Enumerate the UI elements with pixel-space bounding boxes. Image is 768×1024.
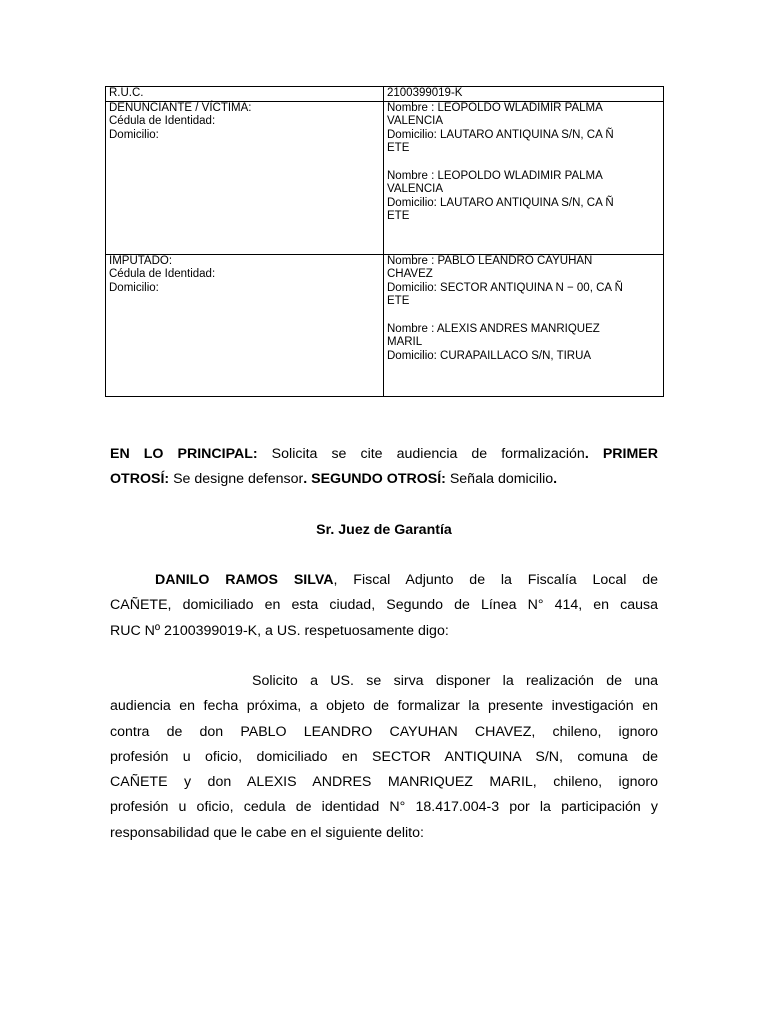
request-line-4: profesión u oficio, domiciliado en SECTOR ANTIQUINA S/N, comuna de xyxy=(110,748,658,765)
ruc-label-cell xyxy=(106,87,384,102)
accused-details-cell xyxy=(384,254,664,396)
summary-line-1 xyxy=(110,442,658,467)
request-line-2: audiencia en fecha próxima, a objeto de formalizar la presente investigación en xyxy=(110,698,658,715)
first-otrosi-heading: . PRIMER xyxy=(584,446,658,462)
summary-line-2 xyxy=(110,467,658,492)
ruc-value-cell xyxy=(384,87,664,102)
principal-text: Solicita se cite audiencia de formalización xyxy=(257,446,585,462)
victim-2-name-cont: VALENCIA xyxy=(387,183,444,196)
intro-line-2: CAÑETE, domiciliado en esta ciudad, Segundo de Línea N° 414, en causa xyxy=(110,597,658,614)
spacer xyxy=(387,309,659,323)
victim-2-address-cont: ETE xyxy=(387,210,410,223)
accused-1-name: Nombre : PABLO LEANDRO CAYUHAN xyxy=(387,254,593,267)
victim-label: DENUNCIANTE / VÍCTIMA: xyxy=(109,101,252,114)
accused-2-address: Domicilio: CURAPAILLACO S/N, TIRUA xyxy=(387,349,592,362)
accused-labels-cell xyxy=(106,254,384,396)
victim-1-address-cont: ETE xyxy=(387,142,410,155)
victim-row xyxy=(106,101,664,254)
petition-summary xyxy=(110,442,658,493)
addressee-heading: Sr. Juez de Garantía xyxy=(316,522,452,538)
first-otrosi-text: Se designe defensor xyxy=(169,471,304,488)
request-line-1: Solicito a US. se sirva disponer la realización de una xyxy=(252,673,658,689)
victim-2-name: Nombre : LEOPOLDO WLADIMIR PALMA xyxy=(387,169,603,182)
principal-heading: EN LO PRINCIPAL: xyxy=(110,446,258,462)
accused-label: IMPUTADO: xyxy=(109,254,173,267)
accused-1-name-cont: CHAVEZ xyxy=(387,268,433,281)
victim-1-address: Domicilio: LAUTARO ANTIQUINA S/N, CA Ñ xyxy=(387,128,614,141)
accused-1-address: Domicilio: SECTOR ANTIQUINA N − 00, CA Ñ xyxy=(387,281,623,294)
intro-line-3: RUC Nº 2100399019-K, a US. respetuosamente digo: xyxy=(110,622,449,639)
accused-address-label: Domicilio: xyxy=(109,281,159,294)
victim-1-name-cont: VALENCIA xyxy=(387,115,444,128)
accused-id-label: Cédula de Identidad: xyxy=(109,268,216,281)
intro-line-1 xyxy=(110,568,658,593)
accused-1-address-cont: ETE xyxy=(387,295,410,308)
intro-paragraph xyxy=(110,568,658,644)
ruc-label: R.U.C. xyxy=(109,87,144,99)
second-otrosi-heading: . SEGUNDO OTROSÍ: xyxy=(303,471,446,488)
victim-1-name: Nombre : LEOPOLDO WLADIMIR PALMA xyxy=(387,101,603,114)
intro-line-1-rest: , Fiscal Adjunto de la Fiscalía Local de xyxy=(333,572,658,588)
ruc-row xyxy=(106,87,664,102)
victim-id-label: Cédula de Identidad: xyxy=(109,115,216,128)
victim-address-label: Domicilio: xyxy=(109,128,159,141)
victim-labels-cell xyxy=(106,101,384,254)
request-line-3: contra de don PABLO LEANDRO CAYUHAN CHAVEZ, chileno, ignoro xyxy=(110,723,658,740)
accused-2-name-cont: MARIL xyxy=(387,336,423,349)
request-line-7: responsabilidad que le cabe en el siguiente delito: xyxy=(110,824,424,841)
summary-period: . xyxy=(553,471,558,488)
accused-row xyxy=(106,254,664,396)
spacer xyxy=(387,156,659,170)
request-line-6: profesión u oficio, cedula de identidad N° 18.417.004-3 por la participación y xyxy=(110,799,658,816)
victim-2-address: Domicilio: LAUTARO ANTIQUINA S/N, CA Ñ xyxy=(387,196,614,209)
prosecutor-name: DANILO RAMOS SILVA xyxy=(155,572,334,588)
ruc-value: 2100399019-K xyxy=(387,87,463,99)
accused-2-name: Nombre : ALEXIS ANDRES MANRIQUEZ xyxy=(387,322,600,335)
case-header-table xyxy=(105,86,664,397)
victim-details-cell xyxy=(384,101,664,254)
request-paragraph xyxy=(110,669,658,846)
first-otrosi-heading-cont: OTROSÍ: xyxy=(110,471,170,488)
request-line-5: CAÑETE y don ALEXIS ANDRES MANRIQUEZ MARIL, chileno, ignoro xyxy=(110,774,658,791)
second-otrosi-text: Señala domicilio xyxy=(445,471,554,488)
